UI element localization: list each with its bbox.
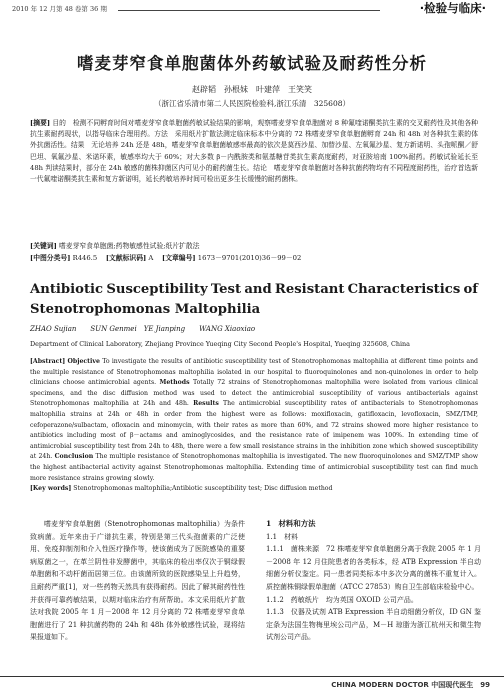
issue-info: 2010 年 12 月第 48 卷第 36 期 bbox=[12, 5, 107, 13]
en-objective: To investigate the results of antibiotic susceptibility test of Stenotrophomonas maltophilia at different time points and the multiple resistance of Stenotrophomonas maltophilia isolated in our hospital to fluoroquinolones and non-quinolones in order to help clinicians choose antimicrobial agents. bbox=[30, 358, 479, 387]
abstract-text: 目的 检测不同孵育时间对嗜麦芽窄食单胞菌药敏试验结果的影响，观察嗜麦芽窄食单胞菌对 8 种氟喹诺酮类抗生素的交叉耐药性及其他各种抗生素耐药现状，以指导临床合理用药。方法 采用纸片扩散法测定临床标本中分离的 72 株嗜麦芽窄食单胞菌孵育 24h 和 48h 对各种抗生素的体外抗菌活性。结果 无论培养 24h 还是 48h，嗜麦芽窄食单胞菌敏感率最高的依次是莫西沙星、加替沙星、左氧氟沙星、复方新诺明、头孢哌酮／舒巴坦、氧氟沙星、米诺环素，敏感率均大于 60%；对大多数 β－内酰胺类和氨基糖苷类抗生素高度耐药，对亚胺培南 100%耐药。药敏试验延长至 48h 判读结果时，部分在 24h 敏感的菌株抑菌区内可见小的耐药菌生长。结论 嗜麦芽窄食单胞菌对各种抗菌药物均有不同程度耐药性，治疗首选新一代氟喹诺酮类抗生素和复方新诺明，延长药敏培养时间可检出更多生长缓慢的耐药菌株。 bbox=[30, 119, 478, 184]
english-authors: ZHAO Sujian SUN Genmei YE Jianping WANG Xiaoxiao bbox=[30, 325, 256, 333]
classification-line bbox=[30, 253, 478, 264]
english-affiliation: Department of Clinical Laboratory, Zhejiang Province Yueqing City Second People's Hospital, Yueqing 325608, China bbox=[30, 340, 410, 348]
header-rule bbox=[118, 10, 380, 11]
body-left-column bbox=[30, 518, 245, 644]
chinese-keywords bbox=[30, 241, 478, 252]
chinese-abstract bbox=[30, 118, 478, 185]
en-title-word: Antibiotic bbox=[30, 282, 104, 297]
page-footer: CHINA MODERN DOCTOR 中国现代医生 99 bbox=[331, 681, 490, 689]
en-objective-label: Objective bbox=[67, 358, 100, 365]
affiliation: （浙江省乐清市第二人民医院检验科,浙江乐清 325608） bbox=[153, 99, 350, 108]
en-methods: Totally 72 strains of Stenotrophomonas maltophilia were isolated from various clinical specimens, and the disc diffusion method was used to detect the antimicrobial susceptibility of various antibacterials against Stenotrophomonas maltophilia at 24h and 48h. bbox=[30, 379, 479, 408]
en-results: The antimicrobial susceptibility rates of antibacterials to Stenotrophomonas maltophilia strains at 24h or 48h in order from the highest were as follows: moxifloxacin, gatifloxacin, levofloxacin, SMZ/TMP, cefoperazone/sulbactam, ofloxacin and minomycin, with their rates as more than 60%, and 72 strains showed more higher resistance to antibiotics including most of β－actams and aminoglycosides, and the resistance rate of imipenem was 100%. In extending time of antimicrobial susceptibility test from 24h to 48h, there were a few small resistance strains in the inhibition zone which showed susceptibility at 24h. bbox=[30, 400, 479, 461]
english-abstract bbox=[30, 357, 478, 495]
en-abstract-label: [Abstract] bbox=[30, 358, 66, 365]
en-title-word: Characteristics bbox=[347, 282, 461, 297]
en-title-word: Susceptibility bbox=[106, 282, 208, 297]
en-title-word: of bbox=[463, 282, 478, 297]
authors: 赵辟韬 孙根妹 叶建萍 王笑笑 bbox=[192, 85, 312, 94]
doc-code-label: [文献标识码] bbox=[105, 254, 147, 262]
article-id-value: 1673－9701(2010)36－99－02 bbox=[197, 254, 302, 262]
en-title-word: and bbox=[244, 282, 272, 297]
paragraph-strains: 1.1.1 菌株来源 72 株嗜麦芽窄食单胞菌分离于我院 2005 年 1 月－2008 年 12 月住院患者的各类标本，经 ATB Expression 半自动细菌分析仪鉴定。同一患者同类标本中多次分离的菌株不重复计入。质控菌株铜绿假单胞菌（ATCC 27853）购自卫生部临床检验中心。 bbox=[266, 545, 481, 591]
en-title-word: Resistant bbox=[274, 282, 345, 297]
en-keywords: Stenotrophomonas maltophilia;Antibiotic susceptibility test; Disc diffusion method bbox=[73, 485, 333, 493]
paragraph-instruments: 1.1.3 仪器及试剂 ATB Expression 半自动细菌分析仪，ID GN 鉴定条为法国生物梅里埃公司产品，M－H 琼脂为浙江杭州天和微生物试剂公司产品。 bbox=[266, 608, 481, 642]
clc-label: [中图分类号] bbox=[30, 254, 71, 262]
article-id-label: [文章编号] bbox=[162, 254, 196, 262]
subsection-heading: 1.1 材料 bbox=[266, 532, 299, 541]
abstract-label: [摘要] bbox=[30, 119, 51, 127]
en-methods-label: Methods bbox=[159, 379, 190, 387]
body-right-column bbox=[266, 518, 481, 644]
paragraph-discs: 1.1.2 药敏纸片 均为英国 OXOID 公司产品。 bbox=[266, 595, 418, 604]
section-label: ·检验与临床· bbox=[419, 1, 486, 15]
en-conclusion: The multiple resistance of Stenotrophomonas maltophilia is investigated. The new fluoroquinolones and SMZ/TMP show the highest antibacterial activity against Stenotrophomonas maltophilia. Extending time of antimicrobial susceptibility test can find much more resistance strains growing slowly. bbox=[30, 453, 479, 482]
section-heading: 1 材料和方法 bbox=[266, 519, 316, 528]
keywords-label: [关键词] bbox=[30, 242, 57, 250]
keywords-text: 嗜麦芽窄食单胞菌;药物敏感性试验;纸片扩散法 bbox=[59, 242, 200, 250]
english-title-line2: Stenotrophomonas Maltophilia bbox=[30, 302, 261, 317]
en-results-label: Results bbox=[193, 400, 219, 408]
en-conclusion-label: Conclusion bbox=[54, 453, 94, 461]
en-keywords-label: [Key words] bbox=[30, 485, 72, 493]
doc-code-value: A bbox=[148, 254, 154, 262]
clc-value: R446.5 bbox=[72, 254, 98, 262]
english-title-line1 bbox=[30, 280, 478, 300]
footer-rule bbox=[0, 676, 504, 677]
en-title-word: Test bbox=[210, 282, 242, 297]
intro-paragraph: 嗜麦芽窄食单胞菌（Stenotrophomonas maltophilia）为条件致病菌。近年来由于广谱抗生素，特别是第三代头孢菌素的广泛使用、免疫抑制剂和介入性医疗操作等，使该菌成为了医院感染的重要病原菌之一，在革兰阴性非发酵菌中，其临床的检出率仅次于铜绿假单胞菌和不动杆菌而居第三位。由该菌所致的医院感染呈上升趋势，且耐药严重[1]，对一些药物天然具有获得耐药。因此了解其耐药性性并获得可靠药敏结果，以期对临床治疗有所帮助。本文采用纸片扩散法对我院 2005 年 1 月－2008 年 12 月分离的 72 株嗜麦芽窄食单胞菌进行了 21 种抗菌药物的 24h 和 48h 体外敏感性试验，现将结果报道如下。 bbox=[30, 520, 245, 642]
article-title: 嗜麦芽窄食单胞菌体外药敏试验及耐药性分析 bbox=[77, 54, 427, 73]
english-title bbox=[30, 280, 478, 320]
